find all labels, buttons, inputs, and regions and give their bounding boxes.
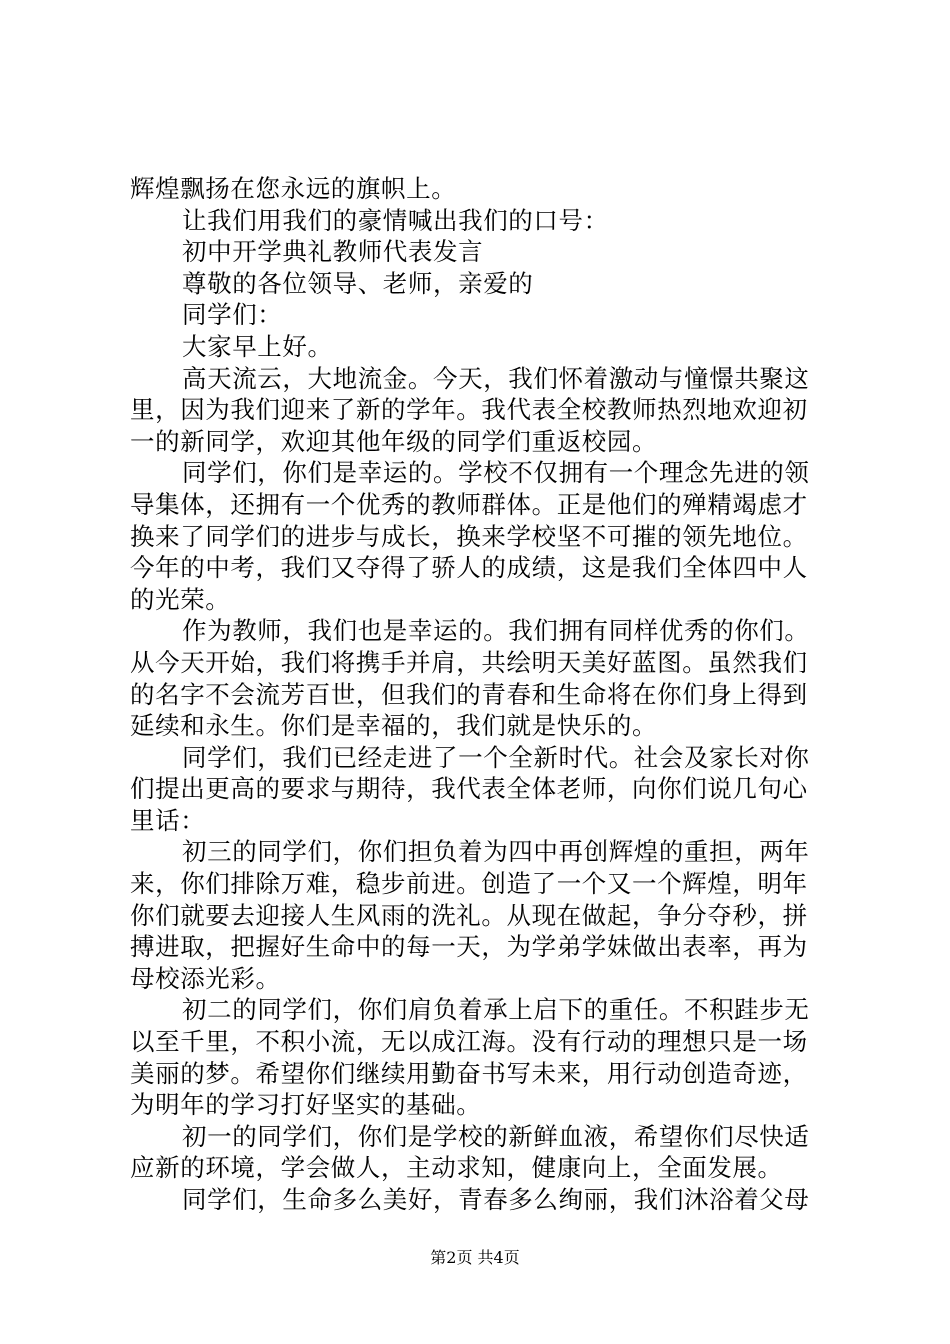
text-line: 导集体，还拥有一个优秀的教师群体。正是他们的殚精竭虑才 — [130, 489, 808, 519]
text-line: 初三的同学们，你们担负着为四中再创辉煌的重担，两年 — [182, 837, 810, 867]
text-line: 搏进取，把握好生命中的每一天，为学弟学妹做出表率，再为 — [130, 932, 808, 962]
text-line: 里话： — [130, 805, 206, 835]
text-line: 今年的中考，我们又夺得了骄人的成绩，这是我们全体四中人 — [130, 553, 808, 583]
page-footer: 第2页 共4页 — [430, 1248, 520, 1267]
text-line: 一的新同学，欢迎其他年级的同学们重返校园。 — [130, 426, 658, 456]
text-line: 从今天开始，我们将携手并肩，共绘明天美好蓝图。虽然我们 — [130, 647, 808, 677]
document-body — [130, 173, 835, 1216]
text-line: 母校添光彩。 — [130, 963, 281, 993]
text-line: 作为教师，我们也是幸运的。我们拥有同样优秀的你们。 — [182, 616, 810, 646]
text-line: 同学们，生命多么美好，青春多么绚丽，我们沐浴着父母 — [182, 1185, 810, 1214]
text-line: 来，你们排除万难，稳步前进。创造了一个又一个辉煌，明年 — [130, 869, 808, 899]
text-line: 美丽的梦。希望你们继续用勤奋书写未来，用行动创造奇迹， — [130, 1058, 808, 1088]
text-line: 大家早上好。 — [182, 331, 333, 361]
text-line: 高天流云，大地流金。今天，我们怀着激动与憧憬共聚这 — [182, 363, 810, 393]
text-line: 同学们： — [182, 300, 283, 330]
text-line: 同学们，你们是幸运的。学校不仅拥有一个理念先进的领 — [182, 458, 810, 488]
text-line: 初二的同学们，你们肩负着承上启下的重任。不积跬步无 — [182, 995, 810, 1025]
text-line: 同学们，我们已经走进了一个全新时代。社会及家长对你 — [182, 742, 810, 772]
text-line: 们提出更高的要求与期待，我代表全体老师，向你们说几句心 — [130, 774, 808, 804]
text-line: 里，因为我们迎来了新的学年。我代表全校教师热烈地欢迎初 — [130, 395, 808, 425]
text-line: 的光荣。 — [130, 584, 231, 614]
text-line: 延续和永生。你们是幸福的，我们就是快乐的。 — [130, 711, 658, 741]
text-line: 你们就要去迎接人生风雨的洗礼。从现在做起，争分夺秒，拼 — [130, 900, 808, 930]
text-line: 尊敬的各位领导、老师，亲爱的 — [182, 268, 534, 298]
text-line: 初一的同学们，你们是学校的新鲜血液，希望你们尽快适 — [182, 1121, 810, 1151]
text-line: 以至千里，不积小流，无以成江海。没有行动的理想只是一场 — [130, 1027, 808, 1057]
text-line: 初中开学典礼教师代表发言 — [182, 237, 484, 267]
text-line: 的名字不会流芳百世，但我们的青春和生命将在你们身上得到 — [130, 679, 808, 709]
text-line: 换来了同学们的进步与成长，换来学校坚不可摧的领先地位。 — [130, 521, 808, 551]
text-line: 让我们用我们的豪情喊出我们的口号： — [182, 205, 609, 235]
text-line: 辉煌飘扬在您永远的旗帜上。 — [130, 174, 457, 203]
text-line: 应新的环境，学会做人，主动求知，健康向上，全面发展。 — [130, 1153, 783, 1183]
text-line: 为明年的学习打好坚实的基础。 — [130, 1090, 482, 1120]
